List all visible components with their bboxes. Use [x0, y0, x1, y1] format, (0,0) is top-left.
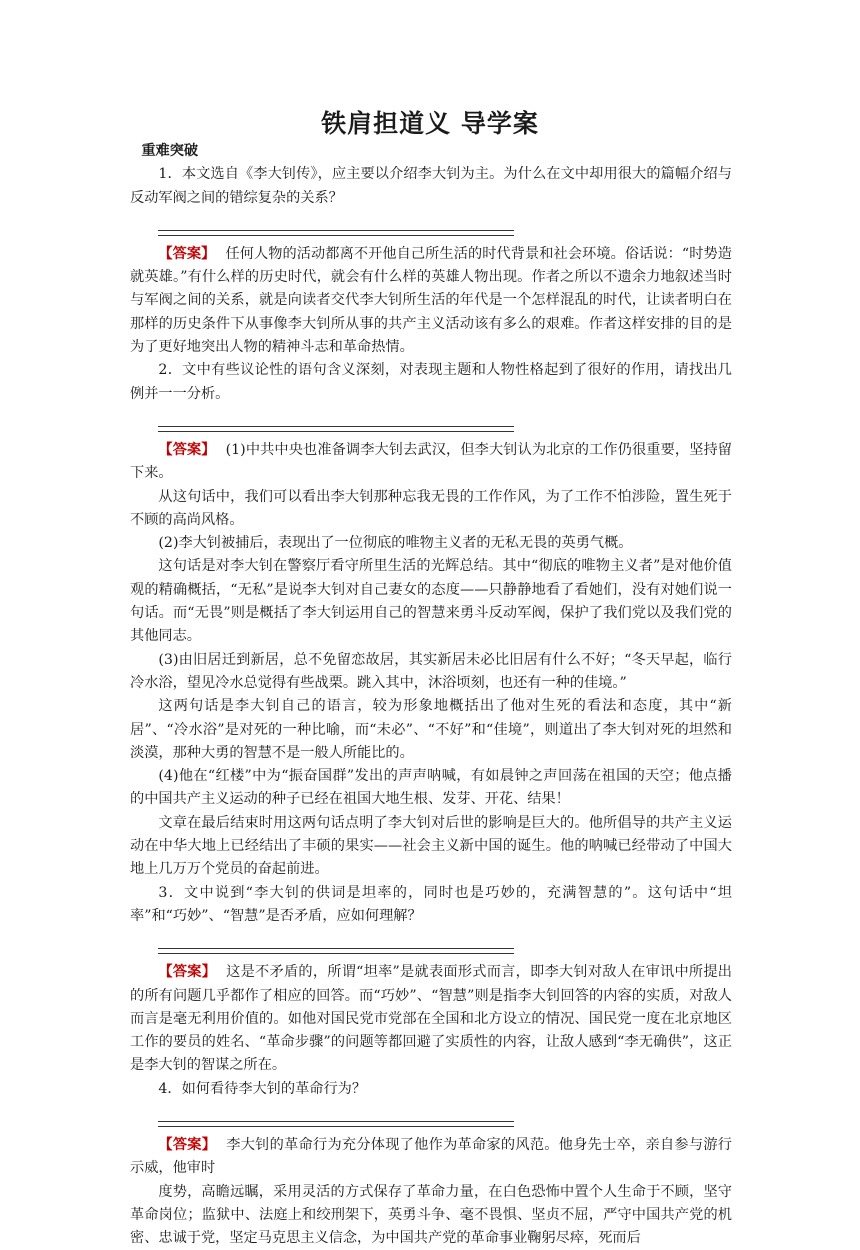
answer-tag: 【答案】: [158, 441, 216, 458]
answer-2-text: (1)中共中央也准备调李大钊去武汉，但李大钊认为北京的工作仍很重要，坚持留下来。: [130, 441, 732, 482]
answer-2: [130, 439, 732, 486]
answer-tag: 【答案】: [158, 964, 217, 981]
answer-blank-4[interactable]: [158, 1109, 514, 1122]
answer-1: [130, 243, 732, 359]
answer-4-paragraph: 度势，高瞻远瞩，采用灵活的方式保存了革命力量，在白色恐怖中置个人生命于不顾，坚守革命岗位；监狱中、法庭上和绞刑架下，英勇斗争、毫不畏惧、坚贞不屈，严守中国共产党的机密、忠诚于党，坚定马克思主义信念，为中国共产党的革命事业鞠躬尽瘁，死而后: [130, 1183, 732, 1247]
answer-tag: 【答案】: [158, 245, 216, 262]
question-1: 1．本文选自《李大钊传》，应主要以介绍李大钊为主。为什么在文中却用很大的篇幅介绍与反动军阀之间的错综复杂的关系？: [130, 166, 732, 206]
question-4: 4．如何看待李大钊的革命行为？: [158, 1080, 367, 1097]
section-heading: 重难突破: [141, 143, 199, 159]
answer-2-paragraph: (4)他在“红楼”中为“振奋国群”发出的声声呐喊，有如晨钟之声回荡在祖国的天空；他点播的中国共产主义运动的种子已经在祖国大地生根、发芽、开花、结果！: [130, 768, 732, 808]
answer-tag: 【答案】: [158, 1136, 217, 1153]
answer-4-text: 李大钊的革命行为充分体现了他作为革命家的风范。他身先士卒，亲自参与游行示威，他审时: [130, 1136, 732, 1177]
answer-4: [130, 1134, 732, 1181]
answer-2-paragraph: 文章在最后结束时用这两句话点明了李大钊对后世的影响是巨大的。他所倡导的共产主义运动在中华大地上已经结出了丰硕的果实——社会主义新中国的诞生。他的呐喊已经带动了中国大地上几万万个党员的奋起前进。: [130, 814, 732, 878]
answer-1-text: 任何人物的活动都离不开他自己所生活的时代背景和社会环境。俗话说：“时势造就英雄。”有什么样的历史时代，就会有什么样的英雄人物出现。作者之所以不遗余力地叙述当时与军阀之间的关系，就是向读者交代李大钊所生活的年代是一个怎样混乱的时代，让读者明白在那样的历史条件下从事像李大钊所从事的共产主义活动该有多么的艰难。作者这样安排的目的是为了更好地突出人物的精神斗志和革命热情。: [130, 245, 732, 356]
page-title: 铁肩担道义 导学案: [321, 109, 539, 138]
answer-blank-3[interactable]: [158, 936, 514, 949]
answer-blank-2[interactable]: [158, 414, 514, 427]
document-body: [130, 140, 732, 1250]
question-2: 2．文中有些议论性的语句含义深刻，对表现主题和人物性格起到了很好的作用，请找出几例并一一分析。: [130, 362, 732, 402]
answer-3-text: 这是不矛盾的，所谓“坦率”是就表面形式而言，即李大钊对敌人在审讯中所提出的所有问题几乎都作了相应的回答。而“巧妙”、“智慧”则是指李大钊回答的内容的实质，对敌人而言是毫无利用价值的。如他对国民党市党部在全国和北方设立的情况、国民党一度在北京地区工作的要员的姓名、“革命步骤”的问题等都回避了实质性的内容，让敌人感到“李无确供”，这正是李大钊的智谋之所在。: [130, 964, 732, 1074]
answer-3: [130, 961, 732, 1077]
answer-2-paragraph: 从这句话中，我们可以看出李大钊那种忘我无畏的工作作风，为了工作不怕涉险，置生死于不顾的高尚风格。: [130, 488, 732, 528]
answer-2-paragraph: (2)李大钊被捕后，表现出了一位彻底的唯物主义者的无私无畏的英勇气概。: [158, 535, 633, 552]
question-3: 3．文中说到“李大钊的供词是坦率的，同时也是巧妙的，充满智慧的”。这句话中“坦率”和“巧妙”、“智慧”是否矛盾，应如何理解？: [130, 884, 732, 924]
answer-blank-1[interactable]: [158, 218, 514, 231]
answer-2-paragraph: (3)由旧居迁到新居，总不免留恋故居，其实新居未必比旧居有什么不好；“冬天早起，临行冷水浴，望见冷水总觉得有些战栗。跳入其中，沐浴顷刻，也还有一种的佳境。”: [130, 651, 732, 691]
answer-2-paragraph: 这两句话是李大钊自己的语言，较为形象地概括出了他对生死的看法和态度，其中“新居”、“冷水浴”是对死的一种比喻，而“未必”、“不好”和“佳境”，则道出了李大钊对死的坦然和淡漠，那种大勇的智慧不是一般人所能比的。: [130, 698, 732, 761]
answer-2-paragraph: 这句话是对李大钊在警察厅看守所里生活的光辉总结。其中“彻底的唯物主义者”是对他价值观的精确概括，“无私”是说李大钊对自己妻女的态度——只静静地看了看她们，没有对她们说一句话。而“无畏”则是概括了李大钊运用自己的智慧来勇斗反动军阀，保护了我们党以及我们党的其他同志。: [130, 558, 732, 645]
